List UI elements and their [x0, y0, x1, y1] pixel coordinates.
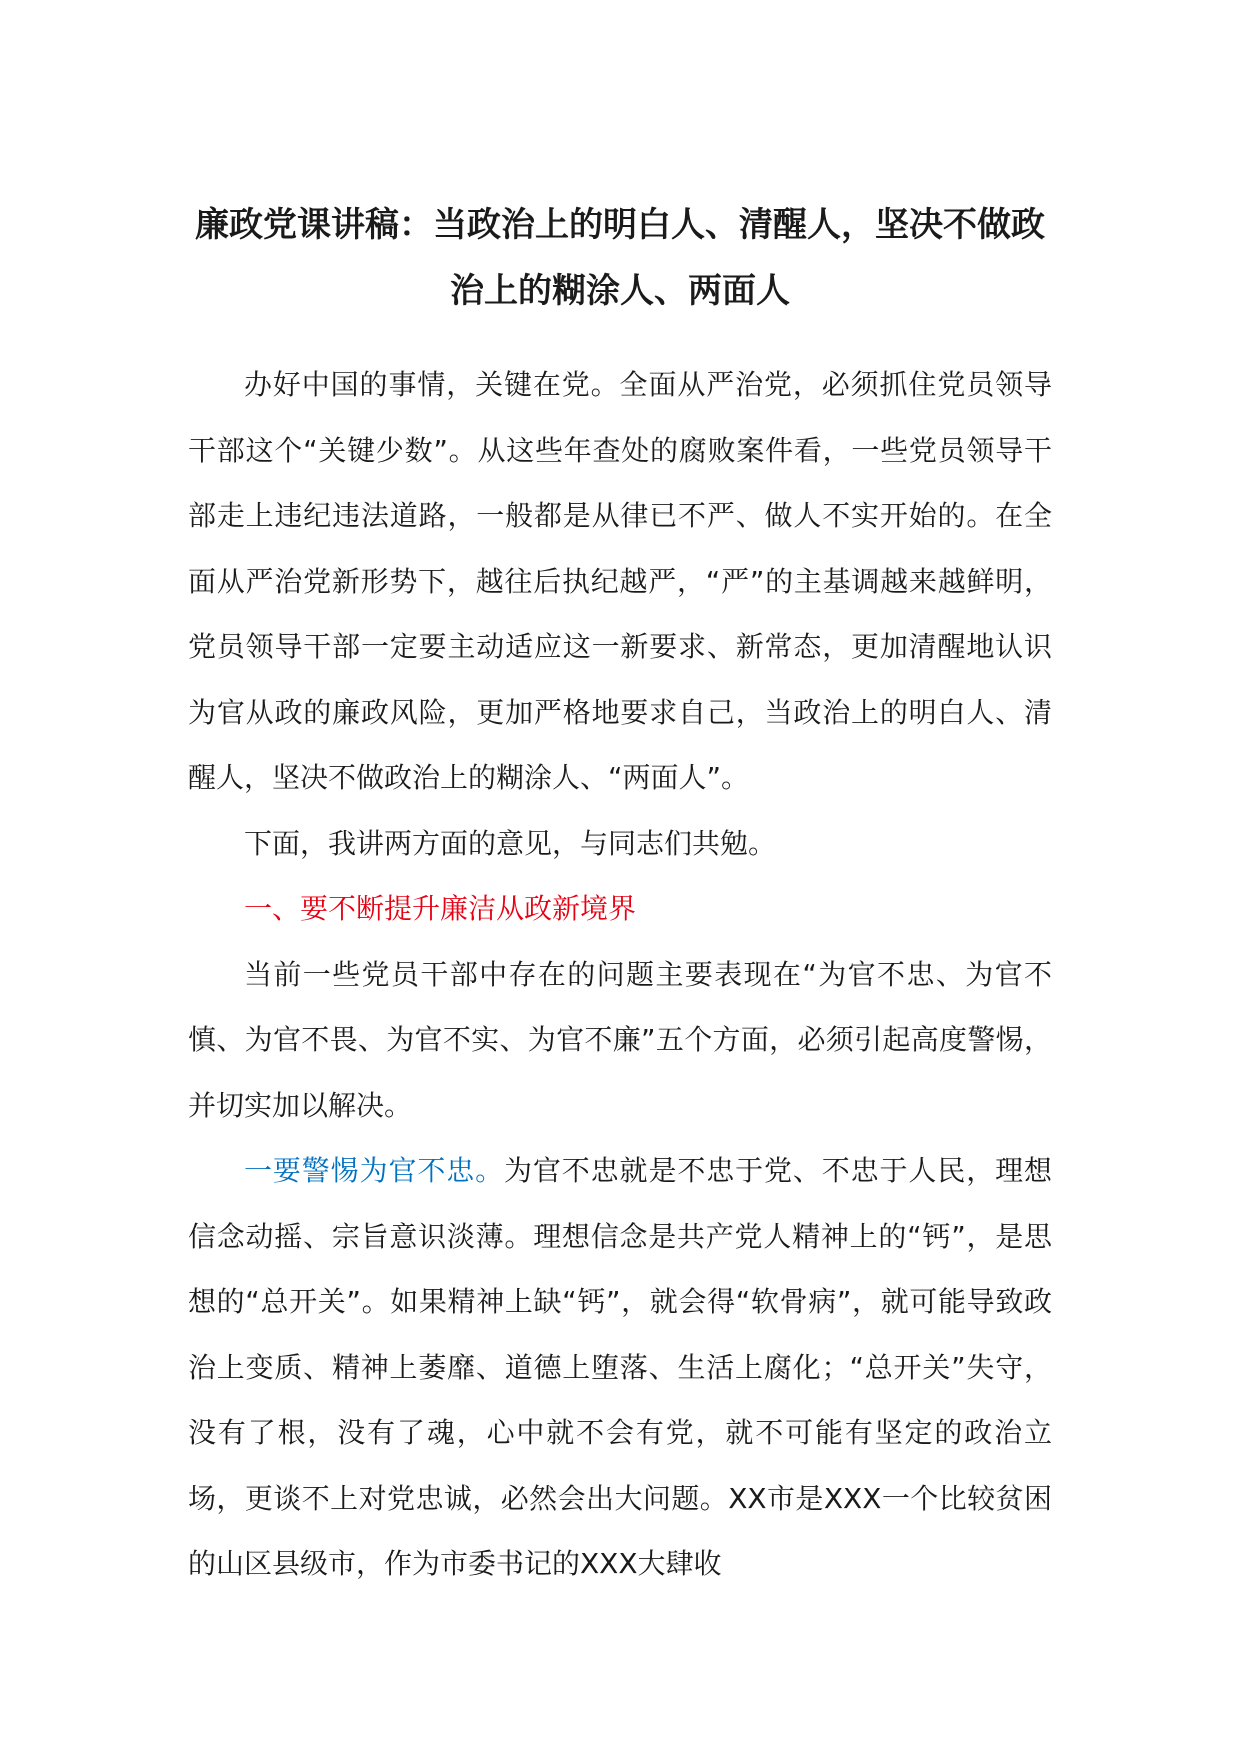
section-heading: 一、要不断提升廉洁从政新境界	[244, 892, 637, 925]
transition-paragraph: 下面，我讲两方面的意见，与同志们共勉。	[244, 826, 777, 860]
point-lead: 一要警惕为官不忠。	[244, 1154, 504, 1187]
document-title: 廉政党课讲稿：当政治上的明白人、清醒人，坚决不做政治上的糊涂人、两面人	[195, 205, 1045, 311]
point-paragraph	[188, 1138, 1052, 1597]
point-body: 为官不忠就是不忠于党、不忠于人民，理想信念动摇、宗旨意识淡薄。理想信念是共产党人精神上的“钙”，是思想的“总开关”。如果精神上缺“钙”，就会得“软骨病”，就可能导致政治上变质、精神上萎靡、道德上堕落、生活上腐化；“总开关”失守，没有了根，没有了魂，心中就不会有党，就不可能有坚定的政治立场，更谈不上对党忠诚，必然会出大问题。XX市是XXX一个比较贫困的山区县级市，作为市委书记的XXX大肆收	[188, 1154, 1052, 1580]
intro-paragraph: 办好中国的事情，关键在党。全面从严治党，必须抓住党员领导干部这个“关键少数”。从这些年查处的腐败案件看，一些党员领导干部走上违纪违法道路，一般都是从律已不严、做人不实开始的。在全面从严治党新形势下，越往后执纪越严，“严”的主基调越来越鲜明，党员领导干部一定要主动适应这一新要求、新常态，更加清醒地认识为官从政的廉政风险，更加严格地要求自己，当政治上的明白人、清醒人，坚决不做政治上的糊涂人、“两面人”。	[188, 368, 1052, 794]
section-intro-paragraph: 当前一些党员干部中存在的问题主要表现在“为官不忠、为官不慎、为官不畏、为官不实、为官不廉”五个方面，必须引起高度警惕，并切实加以解决。	[188, 957, 1052, 1122]
document-body	[188, 192, 1052, 1597]
